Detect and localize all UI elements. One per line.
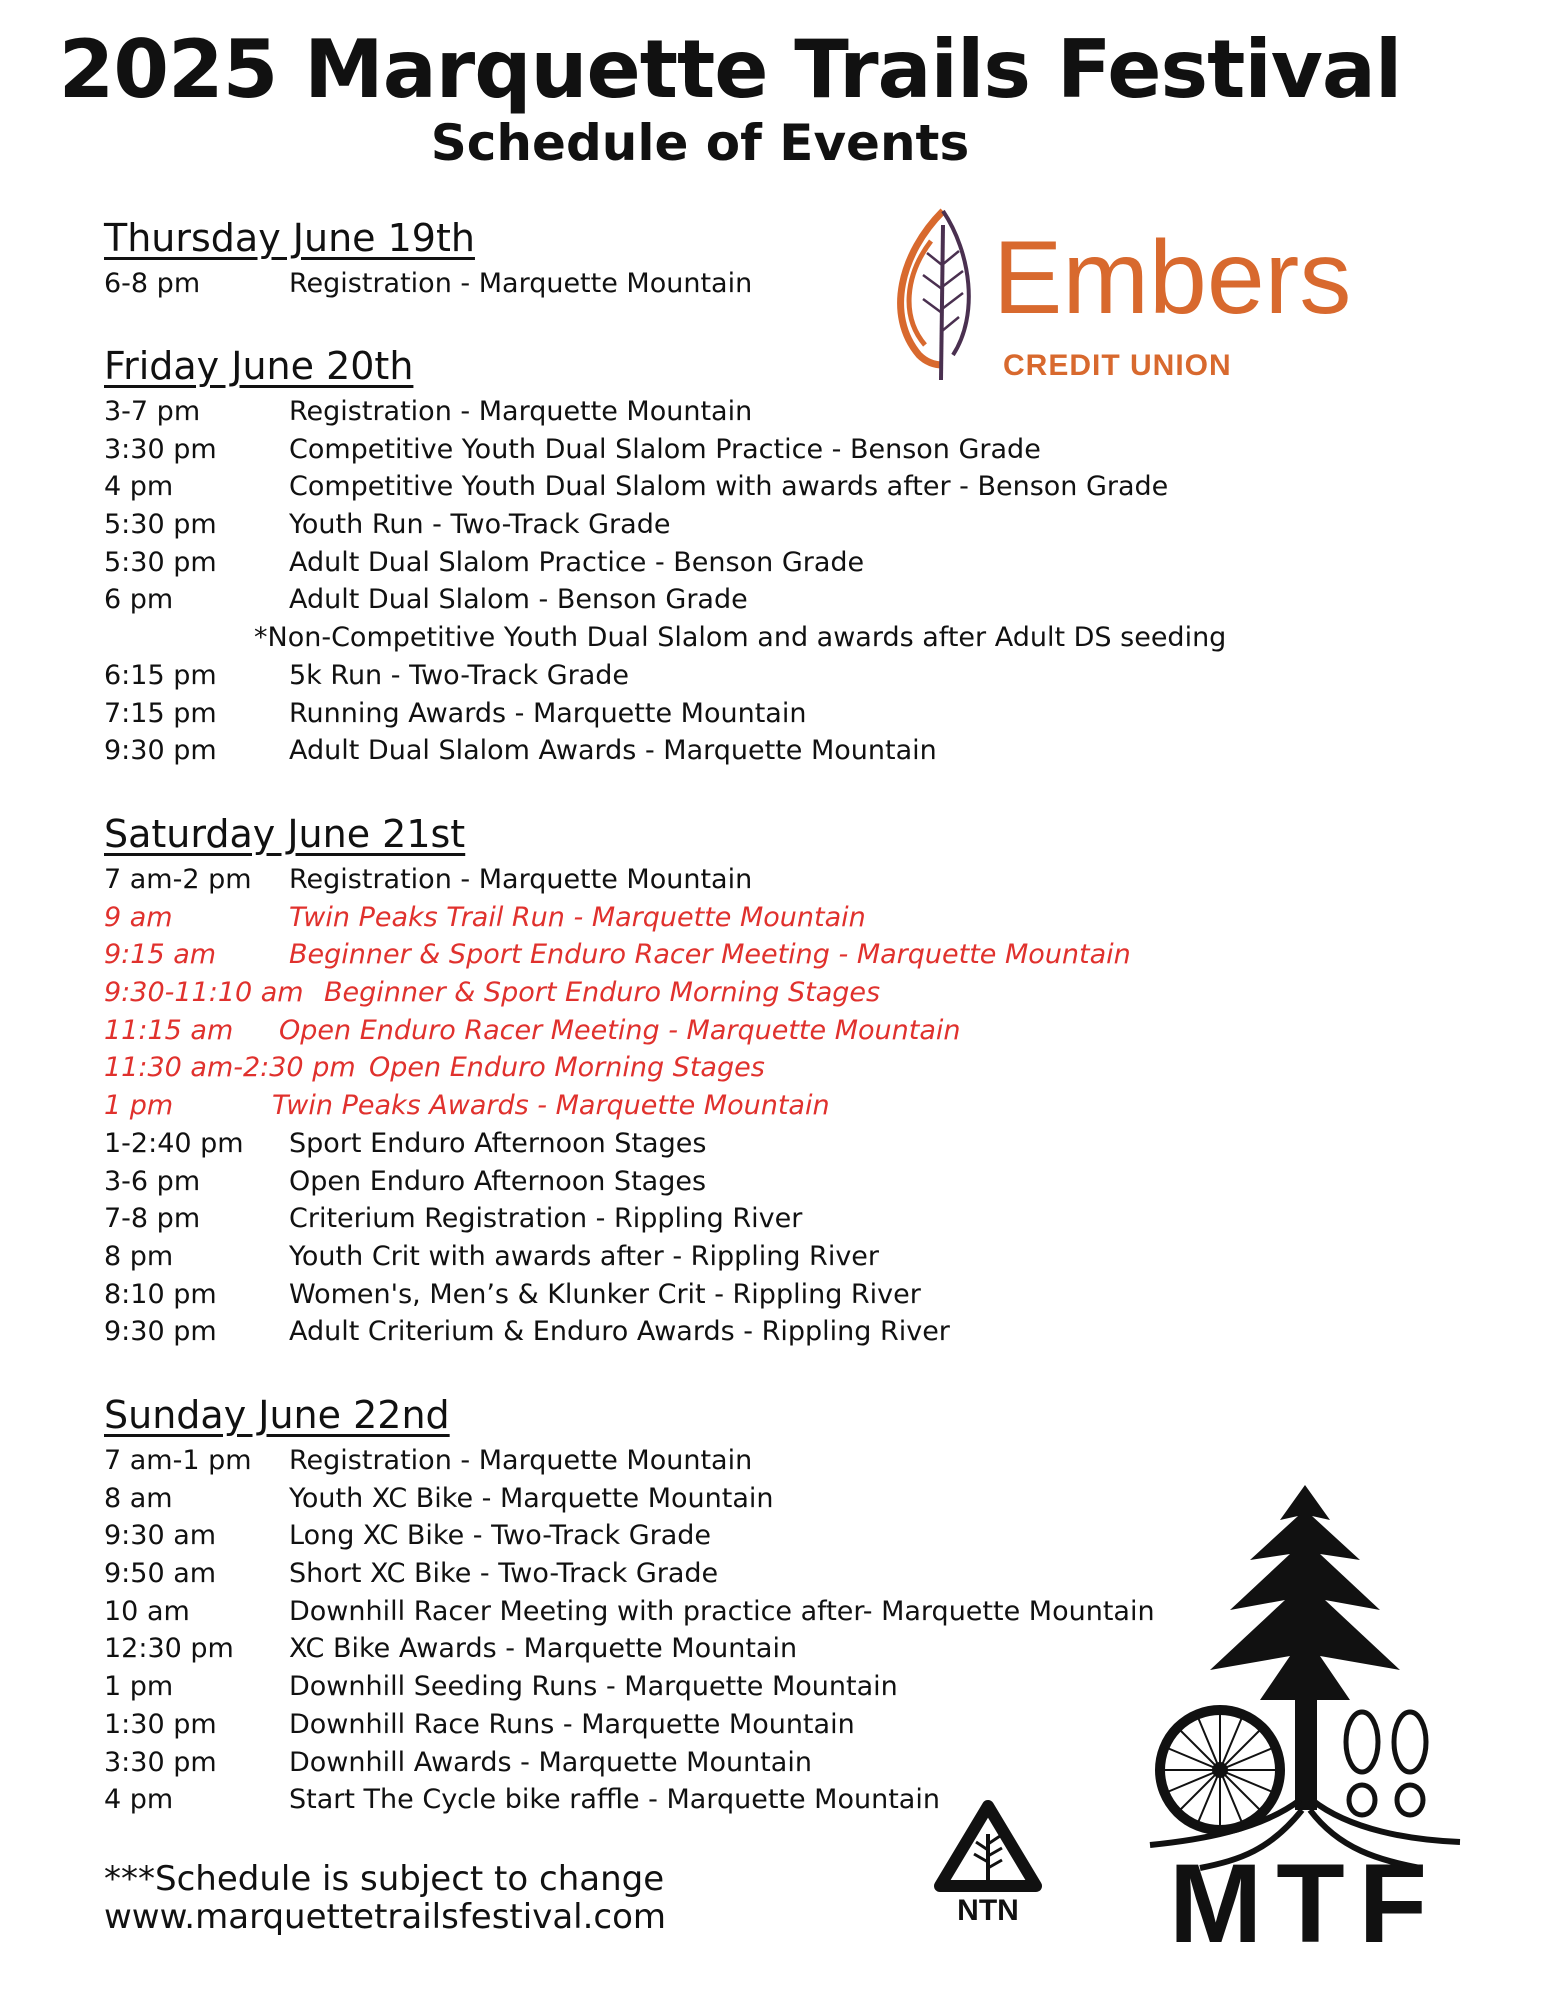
event-desc: Adult Dual Slalom Practice - Benson Grade: [289, 546, 865, 578]
pine-tree-icon: [1150, 1485, 1460, 1868]
event-row-highlighted: [104, 974, 1131, 1012]
triangle-tree-icon: [940, 1806, 1036, 1886]
event-time: 1:30 pm: [104, 1708, 217, 1740]
event-row: [104, 544, 1226, 582]
day-section-friday: [104, 343, 1226, 770]
event-desc: 5k Run - Two-Track Grade: [289, 659, 630, 691]
mtf-logo: [1140, 1480, 1470, 1950]
event-desc: Women's, Men’s & Klunker Crit - Rippling River: [289, 1278, 921, 1310]
event-time: 6-8 pm: [104, 268, 201, 299]
page-title: 2025 Marquette Trails Festival: [58, 23, 1402, 116]
event-desc: Short XC Bike - Two-Track Grade: [289, 1558, 719, 1590]
event-time: 7 am-2 pm: [104, 864, 252, 895]
event-time: 8 pm: [104, 1240, 174, 1272]
schedule-note: *Non-Competitive Youth Dual Slalom and awards after Adult DS seeding: [254, 622, 1227, 654]
event-desc: Running Awards - Marquette Mountain: [289, 697, 807, 729]
event-time: 9:30 pm: [104, 735, 217, 767]
event-time: 7-8 pm: [104, 1203, 201, 1235]
event-desc: XC Bike Awards - Marquette Mountain: [289, 1633, 798, 1665]
event-row: [104, 1517, 1155, 1555]
event-desc: Downhill Awards - Marquette Mountain: [289, 1746, 812, 1778]
event-time: 5:30 pm: [104, 546, 217, 578]
event-desc: Competitive Youth Dual Slalom Practice - Benson Grade: [289, 433, 1041, 465]
footer: [104, 1860, 666, 1936]
event-desc: Registration - Marquette Mountain: [289, 1445, 753, 1476]
event-time: 1-2:40 pm: [104, 1127, 244, 1159]
day-section-saturday: [104, 811, 1131, 1351]
event-time: 9:30 pm: [104, 1316, 217, 1348]
event-desc: Start The Cycle bike raffle - Marquette Mountain: [289, 1784, 940, 1816]
event-row: [104, 1630, 1155, 1668]
event-row: [104, 468, 1226, 506]
ntn-logo: [932, 1800, 1044, 1925]
event-desc: Adult Dual Slalom - Benson Grade: [289, 584, 748, 616]
website-link[interactable]: www.marquettetrailsfestival.com: [104, 1897, 667, 1937]
event-row: [104, 732, 1226, 770]
event-row: [104, 1313, 1131, 1351]
event-row-highlighted: [104, 1049, 1131, 1087]
event-desc: Youth Run - Two-Track Grade: [289, 509, 671, 541]
event-desc: Twin Peaks Awards - Marquette Mountain: [272, 1090, 830, 1122]
event-time: 6 pm: [104, 584, 174, 616]
event-time: 4 pm: [104, 471, 174, 503]
event-row: [104, 1555, 1155, 1593]
event-desc: Downhill Racer Meeting with practice after- Marquette Mountain: [289, 1595, 1155, 1627]
event-row: [104, 431, 1226, 469]
event-desc: Beginner & Sport Enduro Racer Meeting - Marquette Mountain: [289, 939, 1131, 971]
event-time: 3-6 pm: [104, 1165, 201, 1197]
event-desc: Twin Peaks Trail Run - Marquette Mountain: [289, 901, 866, 933]
event-time: 9:15 am: [104, 939, 217, 971]
day-section-sunday: [104, 1392, 1155, 1819]
event-time: 9 am: [104, 901, 173, 933]
event-desc: Sport Enduro Afternoon Stages: [289, 1127, 707, 1159]
event-row: [104, 1442, 1155, 1480]
event-row: [104, 1593, 1155, 1631]
event-time: 11:30 am-2:30 pm: [104, 1052, 356, 1084]
event-time: 3:30 pm: [104, 433, 217, 465]
event-desc: Youth XC Bike - Marquette Mountain: [289, 1482, 774, 1514]
event-time: 3:30 pm: [104, 1746, 217, 1778]
event-row: [104, 1238, 1131, 1276]
event-desc: Criterium Registration - Rippling River: [289, 1203, 803, 1235]
event-desc: Competitive Youth Dual Slalom with awards after - Benson Grade: [289, 471, 1169, 503]
event-time: 12:30 pm: [104, 1633, 234, 1665]
event-row: [104, 506, 1226, 544]
event-row: [104, 1276, 1131, 1314]
event-row: [104, 1125, 1131, 1163]
day-heading: Saturday June 21st: [104, 812, 466, 856]
event-time: 11:15 am: [104, 1014, 234, 1046]
event-time: 1 pm: [104, 1090, 174, 1122]
event-row-highlighted: [104, 899, 1131, 937]
event-time: 7 am-1 pm: [104, 1445, 252, 1476]
footprints-icon: [1346, 1712, 1426, 1815]
embers-credit-union-logo: [875, 205, 1455, 405]
event-time: 7:15 pm: [104, 697, 217, 729]
event-time: 8 am: [104, 1482, 173, 1514]
event-row: [104, 1480, 1155, 1518]
event-row: [104, 1163, 1131, 1201]
embers-wordmark: Embers: [993, 220, 1352, 336]
event-time: 9:30-11:10 am: [104, 977, 304, 1009]
embers-subtitle: CREDIT UNION: [1003, 349, 1232, 382]
event-desc: Open Enduro Afternoon Stages: [289, 1165, 707, 1197]
event-desc: Registration - Marquette Mountain: [289, 396, 753, 427]
day-section-thursday: [104, 215, 752, 303]
event-row-highlighted: [104, 1012, 1131, 1050]
event-desc: Open Enduro Morning Stages: [369, 1052, 765, 1084]
event-row: [104, 861, 1131, 899]
event-desc: Downhill Race Runs - Marquette Mountain: [289, 1708, 855, 1740]
event-row: [104, 1200, 1131, 1238]
event-row-highlighted: [104, 1087, 1131, 1125]
event-row: [104, 1668, 1155, 1706]
page-subtitle: Schedule of Events: [430, 114, 970, 172]
event-row: [104, 695, 1226, 733]
day-heading: Sunday June 22nd: [104, 1393, 450, 1437]
event-time: 9:50 am: [104, 1558, 217, 1590]
event-time: 8:10 pm: [104, 1278, 217, 1310]
event-desc: Adult Dual Slalom Awards - Marquette Mountain: [289, 735, 937, 767]
event-time: 9:30 am: [104, 1520, 217, 1552]
event-desc: Youth Crit with awards after - Rippling River: [289, 1240, 880, 1272]
event-row: [104, 581, 1226, 619]
event-time: 10 am: [104, 1595, 190, 1627]
event-time: 5:30 pm: [104, 509, 217, 541]
event-time: 3-7 pm: [104, 396, 201, 427]
day-heading: Thursday June 19th: [104, 216, 475, 260]
event-desc: Beginner & Sport Enduro Morning Stages: [324, 977, 881, 1009]
event-time: 6:15 pm: [104, 659, 217, 691]
event-desc: Downhill Seeding Runs - Marquette Mountain: [289, 1671, 898, 1703]
event-time: 4 pm: [104, 1784, 174, 1816]
day-heading: Friday June 20th: [104, 344, 414, 388]
event-desc: Open Enduro Racer Meeting - Marquette Mountain: [279, 1014, 961, 1046]
event-row: [104, 657, 1226, 695]
event-desc: Registration - Marquette Mountain: [289, 864, 753, 895]
event-desc: Adult Criterium & Enduro Awards - Rippling River: [289, 1316, 950, 1348]
event-row: [104, 265, 752, 303]
event-row-highlighted: [104, 936, 1131, 974]
mtf-wordmark: MTF: [1168, 1841, 1442, 1950]
leaf-icon: [901, 211, 969, 380]
event-desc: Registration - Marquette Mountain: [289, 268, 753, 299]
event-desc: Long XC Bike - Two-Track Grade: [289, 1520, 712, 1552]
bike-wheel-icon: [1160, 1710, 1280, 1830]
event-time: 1 pm: [104, 1671, 174, 1703]
event-row: [104, 1706, 1155, 1744]
event-row: [104, 1744, 1155, 1782]
ntn-wordmark: NTN: [957, 1894, 1019, 1925]
schedule-disclaimer: ***Schedule is subject to change: [104, 1859, 665, 1899]
